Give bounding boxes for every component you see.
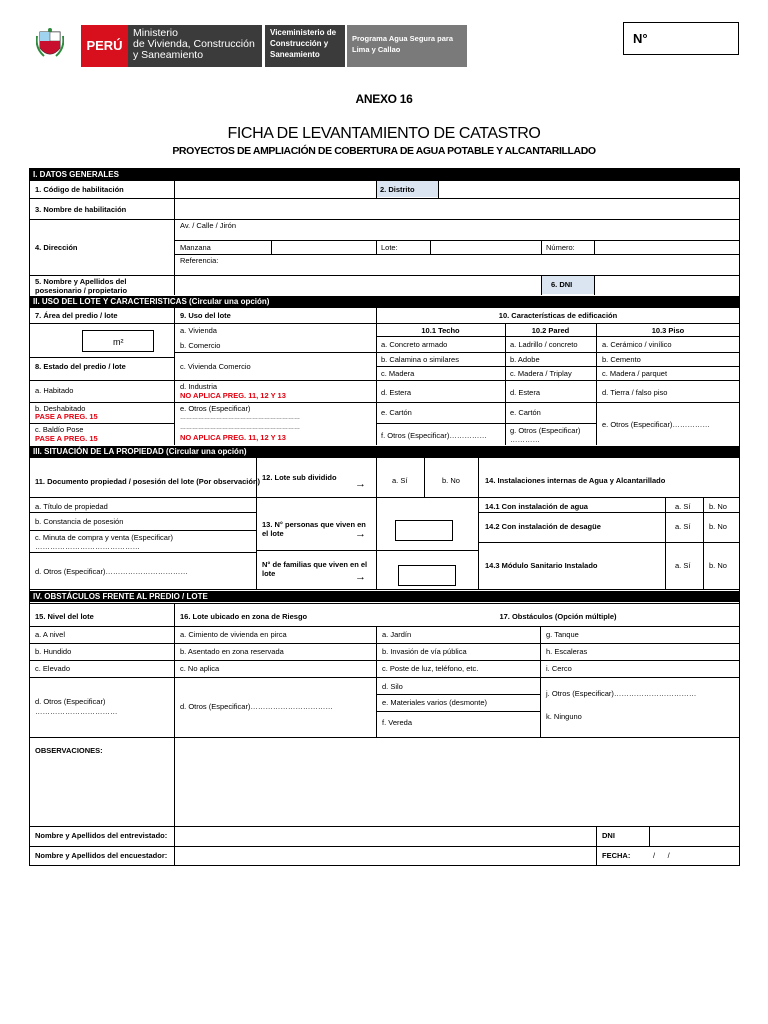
instalacion-desague-si[interactable]: a. Sí	[675, 522, 691, 531]
obstaculo-option-d[interactable]: d. Silo	[382, 682, 403, 691]
entrevistado-label: Nombre y Apellidos del entrevistado:	[35, 831, 168, 840]
obstaculo-option-f[interactable]: f. Vereda	[382, 718, 413, 727]
personas-field[interactable]	[396, 521, 452, 540]
codigo-habilitacion-field[interactable]	[175, 181, 375, 197]
familias-label-line-1: N° de familias que viven en el	[262, 560, 368, 569]
documento-option-a[interactable]: a. Título de propiedad	[35, 502, 108, 511]
personas-label-line-2: el lote	[262, 528, 284, 538]
ministerio-logo-block	[128, 25, 262, 67]
uso-option-a[interactable]: a. Vivienda	[180, 326, 217, 335]
anexo-title: ANEXO 16	[355, 92, 413, 106]
documento-option-c-dots: ……………………………………	[35, 542, 140, 551]
nombre-habilitacion-label: 3. Nombre de habilitación	[35, 205, 127, 214]
ministerio-line-1: Ministerio	[133, 27, 178, 39]
area-predio-label: 7. Área del predio / lote	[35, 311, 118, 320]
piso-option-d[interactable]: d. Tierra / falso piso	[602, 388, 668, 397]
nivel-option-b[interactable]: b. Hundido	[35, 647, 72, 656]
piso-header: 10.3 Piso	[651, 326, 685, 335]
estado-option-a[interactable]: a. Habitado	[35, 386, 74, 395]
dni-field[interactable]	[595, 276, 739, 294]
personas-label	[259, 520, 369, 539]
encuestador-label: Nombre y Apellidos del encuestador:	[35, 851, 168, 860]
pared-option-c[interactable]: c. Madera / Triplay	[510, 369, 572, 378]
caracteristicas-label: 10. Características de edificación	[498, 311, 618, 320]
estado-option-c-note: PASE A PREG. 15	[35, 434, 98, 443]
nivel-option-c[interactable]: c. Elevado	[35, 664, 71, 673]
piso-option-e[interactable]: e. Otros (Especificar)……………	[602, 420, 710, 429]
modulo-sanitario-label: 14.3 Módulo Sanitario Instalado	[485, 561, 598, 570]
uso-option-e-dots-1: ……………………………………………………	[180, 415, 300, 421]
zona-riesgo-label: 16. Lote ubicado en zona de Riesgo	[180, 612, 308, 621]
riesgo-option-d[interactable]: d. Otros (Especificar)……………………………	[180, 702, 333, 711]
subdividido-label: 12. Lote sub dividido	[262, 473, 337, 482]
obstaculo-option-b[interactable]: b. Invasión de vía pública	[382, 647, 467, 656]
referencia-label: Referencia:	[180, 256, 219, 265]
obstaculo-option-a[interactable]: a. Jardín	[382, 630, 412, 639]
programa-logo-block	[347, 25, 467, 67]
piso-option-c[interactable]: c. Madera / parquet	[602, 369, 668, 378]
entrevistado-dni-label: DNI	[602, 831, 615, 840]
poseedor-label	[32, 277, 130, 296]
nivel-option-d[interactable]: d. Otros (Especificar)	[35, 697, 106, 706]
programa-line-2: Lima y Callao	[352, 45, 401, 54]
fecha-field[interactable]: / /	[653, 851, 670, 860]
familias-label-line-2: lote	[262, 568, 276, 578]
page-subtitle: PROYECTOS DE AMPLIACIÓN DE COBERTURA DE AGUA POTABLE Y ALCANTARILLADO	[172, 145, 596, 157]
uso-lote-label: 9. Uso del lote	[180, 311, 231, 320]
observaciones-label: OBSERVACIONES:	[35, 746, 103, 755]
techo-option-e[interactable]: e. Cartón	[381, 408, 412, 417]
pared-option-e[interactable]: e. Cartón	[510, 408, 541, 417]
programa-line-1: Programa Agua Segura para	[352, 34, 454, 43]
riesgo-option-c[interactable]: c. No aplica	[180, 664, 220, 673]
distrito-label: 2. Distrito	[377, 181, 438, 197]
pared-header: 10.2 Pared	[531, 326, 570, 335]
pared-option-b[interactable]: b. Adobe	[510, 355, 540, 364]
viceministerio-line-2: Construcción y	[270, 39, 329, 48]
viceministerio-line-3: Saneamiento	[270, 50, 320, 59]
obstaculos-label: 17. Obstáculos (Opción múltiple)	[499, 612, 617, 621]
direccion-label: 4. Dirección	[35, 243, 78, 252]
obstaculo-option-j[interactable]: j. Otros (Especificar)……………………………	[546, 689, 697, 698]
pared-option-g[interactable]: g. Otros (Especificar)	[510, 426, 581, 435]
instalacion-agua-no[interactable]: b. No	[709, 502, 727, 511]
obstaculo-option-e[interactable]: e. Materiales varios (desmonte)	[382, 698, 488, 707]
poseedor-label-line-2: posesionario / propietario	[35, 285, 128, 295]
obstaculo-option-h[interactable]: h. Escaleras	[546, 647, 588, 656]
estado-predio-label: 8. Estado del predio / lote	[35, 362, 126, 371]
area-m2-unit: m²	[113, 337, 124, 347]
distrito-field[interactable]	[439, 181, 739, 197]
section-3-header: III. SITUACIÓN DE LA PROPIEDAD (Circular una opción)	[29, 446, 740, 457]
viceministerio-line-1: Viceministerio de	[270, 28, 337, 37]
piso-option-a[interactable]: a. Cerámico / vinílico	[602, 340, 672, 349]
section-2-header: II. USO DEL LOTE Y CARACTERISTICAS (Circular una opción)	[29, 296, 740, 307]
page-title: FICHA DE LEVANTAMIENTO DE CATASTRO	[227, 125, 541, 142]
documento-option-c[interactable]: c. Minuta de compra y venta (Especificar)	[35, 533, 173, 542]
observaciones-field[interactable]	[175, 738, 739, 825]
poseedor-field[interactable]	[175, 276, 540, 294]
obstaculo-option-i[interactable]: i. Cerco	[546, 664, 572, 673]
section-1-header: I. DATOS GENERALES	[29, 169, 740, 180]
arrow-right-icon: →	[355, 571, 366, 583]
obstaculo-option-c[interactable]: c. Poste de luz, teléfono, etc.	[382, 664, 479, 673]
nivel-option-d-dots: ……………………………	[35, 707, 118, 716]
obstaculo-option-k[interactable]: k. Ninguno	[546, 712, 582, 721]
numero-label: Número:	[546, 243, 575, 252]
instalacion-desague-no[interactable]: b. No	[709, 522, 727, 531]
personas-label-line-1: 13. N° personas que viven en	[262, 520, 366, 529]
poseedor-label-line-1: 5. Nombre y Apellidos del	[35, 277, 127, 286]
form-number-box[interactable]	[623, 22, 739, 55]
instalacion-agua-si[interactable]: a. Sí	[675, 502, 691, 511]
nivel-option-a[interactable]: a. A nivel	[35, 630, 66, 639]
pared-option-a[interactable]: a. Ladrillo / concreto	[510, 340, 578, 349]
uso-option-d-note: NO APLICA PREG. 11, 12 Y 13	[180, 391, 286, 400]
uso-option-c[interactable]: c. Vivienda Comercio	[180, 362, 251, 371]
techo-option-c[interactable]: c. Madera	[381, 369, 415, 378]
pared-option-d[interactable]: d. Estera	[510, 388, 541, 397]
techo-option-f[interactable]: f. Otros (Especificar)……………	[381, 431, 487, 440]
uso-option-d[interactable]: d. Industria	[180, 382, 218, 391]
obstaculo-option-g[interactable]: g. Tanque	[546, 630, 579, 639]
estado-option-c[interactable]: c. Baldío Pose	[35, 425, 84, 434]
piso-option-b[interactable]: b. Cemento	[602, 355, 641, 364]
ministerio-line-2: de Vivienda, Construcción	[133, 38, 255, 50]
dni-label: 6. DNI	[542, 276, 594, 294]
encuestador-field[interactable]	[175, 847, 595, 865]
fecha-label: FECHA:	[602, 851, 631, 860]
peru-logo-block: PERÚ	[81, 25, 128, 67]
familias-label	[259, 560, 370, 579]
nivel-lote-label: 15. Nivel del lote	[35, 612, 94, 621]
nombre-habilitacion-field[interactable]	[175, 199, 739, 218]
documento-option-d[interactable]: d. Otros (Especificar)……………………………	[35, 567, 188, 576]
instalacion-desague-label: 14.2 Con instalación de desagüe	[485, 522, 601, 531]
manzana-label: Manzana	[180, 243, 211, 252]
estado-option-b-note: PASE A PREG. 15	[35, 412, 98, 421]
codigo-habilitacion-label: 1. Código de habilitación	[35, 185, 124, 194]
section-4-header: IV. OBSTÁCULOS FRENTE AL PREDIO / LOTE	[29, 591, 740, 602]
form-number-label: N°	[633, 31, 648, 46]
uso-option-e[interactable]: e. Otros (Especificar)	[180, 404, 251, 413]
entrevistado-field[interactable]	[175, 827, 595, 845]
documento-label: 11. Documento propiedad / posesión del lote (Por observación)	[35, 477, 261, 486]
pared-option-g-dots: …………	[510, 435, 540, 444]
techo-header: 10.1 Techo	[421, 326, 460, 335]
viceministerio-logo-block	[265, 25, 345, 67]
arrow-right-icon: →	[355, 528, 366, 540]
familias-field[interactable]	[399, 566, 455, 585]
lote-label: Lote:	[381, 243, 398, 252]
instalacion-agua-label: 14.1 Con instalación de agua	[485, 502, 588, 511]
av-calle-label: Av. / Calle / Jirón	[180, 221, 236, 230]
techo-option-d[interactable]: d. Estera	[381, 388, 412, 397]
subdividido-option-no[interactable]: b. No	[442, 476, 460, 485]
instalaciones-label: 14. Instalaciones internas de Agua y Alcantarillado	[485, 476, 666, 485]
arrow-right-icon: →	[355, 478, 366, 490]
entrevistado-dni-field[interactable]	[650, 827, 739, 845]
subdividido-option-si[interactable]: a. Sí	[392, 476, 408, 485]
riesgo-option-a[interactable]: a. Cimiento de vivienda en pirca	[180, 630, 287, 639]
techo-option-b[interactable]: b. Calamina o similares	[381, 355, 459, 364]
peru-coat-of-arms	[36, 28, 64, 62]
ministerio-line-3: y Saneamiento	[133, 49, 204, 61]
modulo-sanitario-no[interactable]: b. No	[709, 561, 727, 570]
uso-option-b[interactable]: b. Comercio	[180, 341, 221, 350]
documento-option-b[interactable]: b. Constancia de posesión	[35, 517, 124, 526]
uso-option-e-note: NO APLICA PREG. 11, 12 Y 13	[180, 433, 286, 442]
riesgo-option-b[interactable]: b. Asentado en zona reservada	[180, 647, 284, 656]
uso-option-e-dots-2: ……………………………………………………	[180, 425, 300, 431]
modulo-sanitario-si[interactable]: a. Sí	[675, 561, 691, 570]
techo-option-a[interactable]: a. Concreto armado	[381, 340, 448, 349]
estado-option-b[interactable]: b. Deshabitado	[35, 404, 86, 413]
